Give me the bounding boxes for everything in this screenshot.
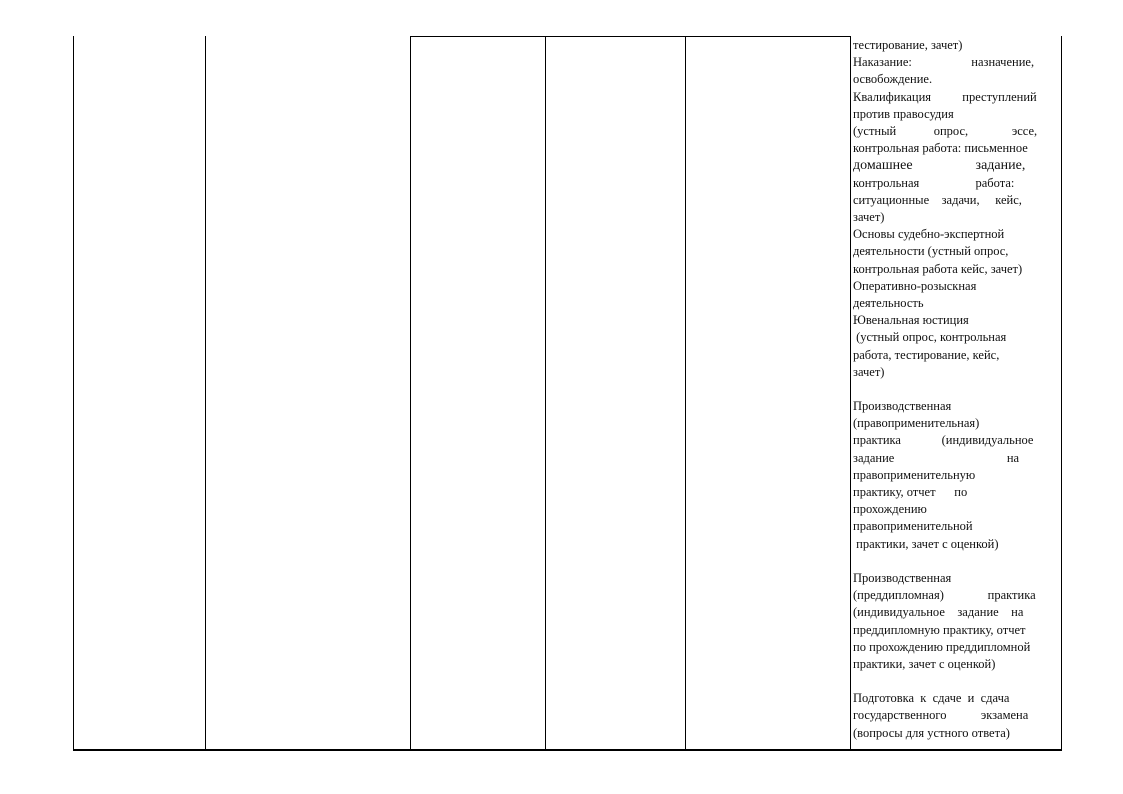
text-line: Основы судебно-экспертной — [853, 227, 1005, 242]
text-line: Оперативно-розыскная — [853, 278, 977, 293]
text-line: Наказание: назначение, — [853, 55, 1035, 70]
table-column-divider — [685, 36, 686, 750]
text-line: правоприменительной — [853, 519, 973, 534]
text-line: зачет) — [853, 210, 885, 225]
text-line: практики, зачет с оценкой) — [853, 656, 996, 671]
text-line: Ювенальная юстиция — [853, 313, 969, 328]
text-line: (вопросы для устного ответа) — [853, 725, 1010, 740]
text-line: Производственная — [853, 570, 952, 585]
table-column-divider — [205, 36, 206, 750]
table-border-bottom — [73, 749, 1062, 751]
text-line: (преддипломная) практика — [853, 588, 1036, 603]
text-line: контрольная работа кейс, зачет) — [853, 261, 1023, 276]
text-line: практику, отчет по — [853, 485, 968, 500]
text-line: против правосудия — [853, 106, 954, 121]
text-line: Производственная — [853, 399, 952, 414]
table-column-divider — [545, 36, 546, 750]
last-column-text — [853, 37, 1060, 742]
text-line: (правоприменительная) — [853, 416, 980, 431]
text-line: деятельности (устный опрос, — [853, 244, 1009, 259]
text-line: государственного экзамена — [853, 708, 1029, 723]
text-line: Квалификация преступлений — [853, 89, 1037, 104]
text-line: прохождению — [853, 502, 927, 517]
text-line: ситуационные задачи, кейс, — [853, 192, 1022, 207]
text-line: практики, зачет с оценкой) — [853, 536, 999, 551]
text-line: деятельность — [853, 296, 924, 311]
text-line: Подготовка к сдаче и сдача — [853, 691, 1010, 706]
text-line: преддипломную практику, отчет — [853, 622, 1026, 637]
text-line: по прохождению преддипломной — [853, 639, 1031, 654]
text-line: контрольная работа: письменное — [853, 141, 1028, 156]
text-line: домашнее задание, — [853, 158, 1026, 174]
text-line: правоприменительную — [853, 467, 976, 482]
text-line: зачет) — [853, 364, 885, 379]
table-column-divider — [410, 36, 411, 750]
text-line: работа, тестирование, кейс, — [853, 347, 1000, 362]
text-line: задание на — [853, 450, 1020, 465]
text-line: практика (индивидуальное — [853, 433, 1034, 448]
text-line: (устный опрос, контрольная — [853, 330, 1007, 345]
cell-top-border — [410, 36, 851, 37]
text-line: (устный опрос, эссе, — [853, 124, 1038, 139]
text-line: контрольная работа: — [853, 175, 1015, 190]
table-border-right — [1061, 36, 1062, 750]
text-line: освобождение. — [853, 72, 933, 87]
table-border-left — [73, 36, 74, 750]
text-line: (индивидуальное задание на — [853, 605, 1024, 620]
text-line: тестирование, зачет) — [853, 38, 963, 52]
table-column-divider — [850, 36, 851, 750]
